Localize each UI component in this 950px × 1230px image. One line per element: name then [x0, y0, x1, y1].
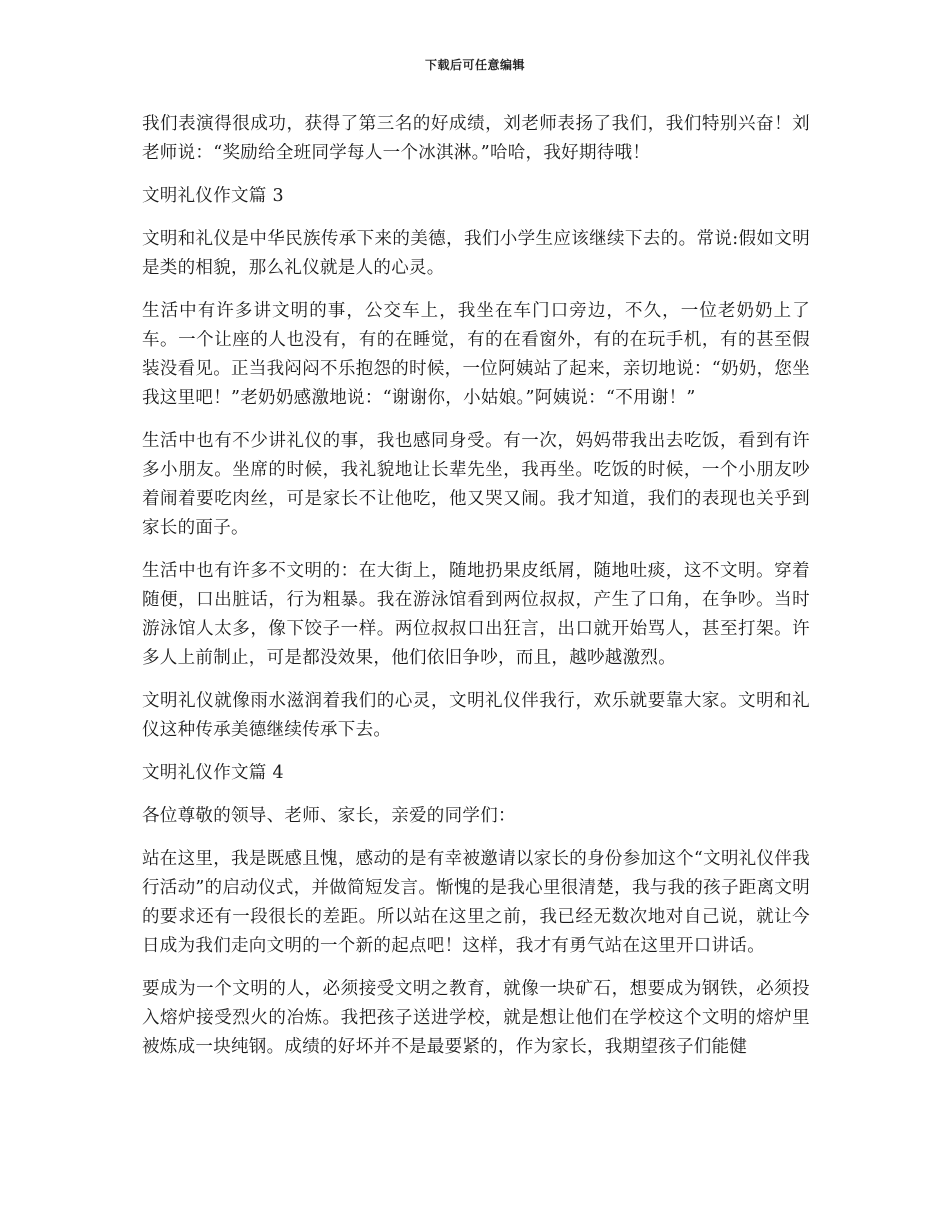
- paragraph-performance-result: 我们表演得很成功，获得了第三名的好成绩，刘老师表扬了我们，我们特别兴奋！刘老师说：“奖励给全班同学每人一个冰淇淋。”哈哈，我好期待哦！: [142, 114, 810, 163]
- page-header-note: 下载后可任意编辑: [424, 58, 525, 72]
- paragraph-speech-opening: 站在这里，我是既感且愧，感动的是有幸被邀请以家长的身份参加这个“文明礼仪伴我行活动”的启动仪式，并做简短发言。惭愧的是我心里很清楚，我与我的孩子距离文明的要求还有一段很长的差距。所以站在这里之前，我已经无数次地对自己说，就让今日成为我们走向文明的一个新的起点吧！这样，我才有勇气站在这里开口讲话。: [142, 849, 810, 956]
- paragraph-conclusion: 文明礼仪就像雨水滋润着我们的心灵，文明礼仪伴我行，欢乐就要靠大家。文明和礼仪这种传承美德继续传承下去。: [142, 691, 810, 740]
- paragraph-uncivil-behavior: 生活中也有许多不文明的：在大街上，随地扔果皮纸屑，随地吐痰，这不文明。穿着随便，口出脏话，行为粗暴。我在游泳馆看到两位叔叔，产生了口角，在争吵。当时游泳馆人太多，像下饺子一样。两位叔叔口出狂言，出口就开始骂人，甚至打架。许多人上前制止，可是都没效果，他们依旧争吵，而且，越吵越激烈。: [142, 561, 810, 668]
- paragraph-bus-story: 生活中有许多讲文明的事，公交车上，我坐在车门口旁边，不久，一位老奶奶上了车。一个让座的人也没有，有的在睡觉，有的在看窗外，有的在玩手机，有的甚至假装没看见。正当我闷闷不乐抱怨的时候，一位阿姨站了起来，亲切地说：“奶奶，您坐我这里吧！”老奶奶感激地说：“谢谢你，小姑娘。”阿姨说：“不用谢！”: [142, 301, 810, 408]
- paragraph-greeting: 各位尊敬的领导、老师、家长，亲爱的同学们：: [142, 806, 516, 826]
- paragraph-dinner-story: 生活中也有不少讲礼仪的事，我也感同身受。有一次，妈妈带我出去吃饭，看到有许多小朋友。坐席的时候，我礼貌地让长辈先坐，我再坐。吃饭的时候，一个小朋友吵着闹着要吃肉丝，可是家长不让他吃，他又哭又闹。我才知道，我们的表现也关乎到家长的面子。: [142, 431, 810, 538]
- document-body: [142, 110, 810, 1076]
- section-heading-3: 文明礼仪作文篇 3: [142, 186, 284, 206]
- paragraph-education: 要成为一个文明的人，必须接受文明之教育，就像一块矿石，想要成为钢铁，必须投入熔炉接受烈火的冶炼。我把孩子送进学校，就是想让他们在学校这个文明的熔炉里被炼成一块纯钢。成绩的好坏并不是最要紧的，作为家长，我期望孩子们能健: [142, 979, 810, 1057]
- section-heading-4: 文明礼仪作文篇 4: [142, 763, 284, 783]
- paragraph-intro: 文明和礼仪是中华民族传承下来的美德，我们小学生应该继续下去的。常说:假如文明是类的相貌，那么礼仪就是人的心灵。: [142, 229, 810, 278]
